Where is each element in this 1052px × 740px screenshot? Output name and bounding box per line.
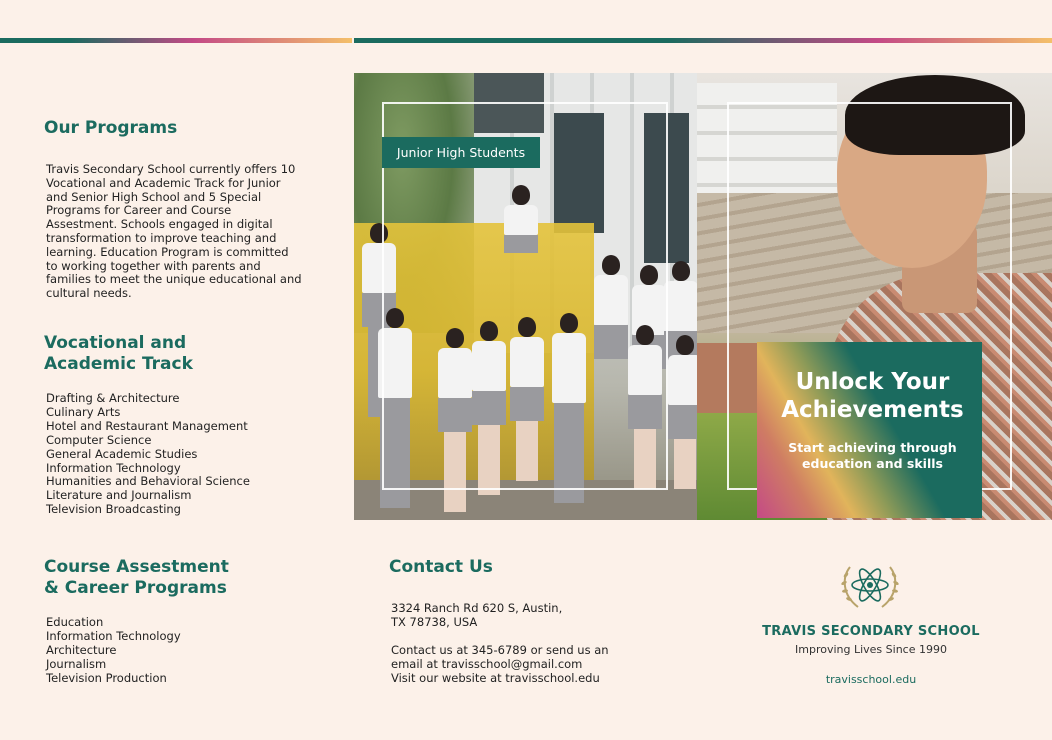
promo-title: Unlock Your Achievements bbox=[781, 369, 964, 423]
course-list bbox=[46, 616, 346, 686]
list-item: Humanities and Behavioral Science bbox=[46, 474, 250, 489]
list-item: Information Technology bbox=[46, 460, 181, 475]
list-item: Information Technology bbox=[46, 628, 181, 643]
programs-body: Travis Secondary School currently offers 10 Vocational and Academic Track for Junior and Senior High School and 5 Special Programs for Career and Course Assestment. Schools engaged in digital transformation to improve teaching and learning. Education Program is committed to working together with parents and families to meet the unique educational and cultural needs. bbox=[46, 162, 302, 301]
list-item: General Academic Studies bbox=[46, 446, 198, 461]
vocational-list bbox=[46, 392, 346, 517]
contact-address: 3324 Ranch Rd 620 S, Austin, TX 78738, USA bbox=[391, 601, 563, 629]
contact-details: Contact us at 345-6789 or send us an email at travisschool@gmail.com Visit our website at travisschool.edu bbox=[391, 643, 609, 685]
list-item: Television Production bbox=[46, 670, 167, 685]
list-item: Hotel and Restaurant Management bbox=[46, 418, 248, 433]
list-item: Literature and Journalism bbox=[46, 488, 192, 503]
school-tagline: Improving Lives Since 1990 bbox=[795, 643, 947, 656]
list-item: Journalism bbox=[46, 656, 107, 671]
top-gradient-rule-left bbox=[0, 38, 352, 43]
programs-heading: Our Programs bbox=[44, 118, 178, 138]
vocational-heading: Vocational and Academic Track bbox=[44, 333, 193, 374]
list-item: Culinary Arts bbox=[46, 404, 121, 419]
top-gradient-rule-right bbox=[354, 38, 1052, 43]
list-item: Computer Science bbox=[46, 432, 152, 447]
list-item: Drafting & Architecture bbox=[46, 391, 180, 405]
photo-student bbox=[668, 335, 697, 489]
course-heading: Course Assestment & Career Programs bbox=[44, 557, 229, 598]
school-name: TRAVIS SECONDARY SCHOOL bbox=[762, 624, 980, 639]
promo-subtitle: Start achieving through education and skills bbox=[788, 440, 957, 471]
contact-heading: Contact Us bbox=[389, 557, 493, 577]
junior-high-tag: Junior High Students bbox=[382, 137, 540, 168]
school-website[interactable]: travisschool.edu bbox=[825, 673, 917, 686]
atom-laurel-icon bbox=[836, 561, 904, 613]
list-item: Architecture bbox=[46, 642, 117, 657]
list-item: Television Broadcasting bbox=[46, 502, 181, 517]
list-item: Education bbox=[46, 615, 104, 629]
